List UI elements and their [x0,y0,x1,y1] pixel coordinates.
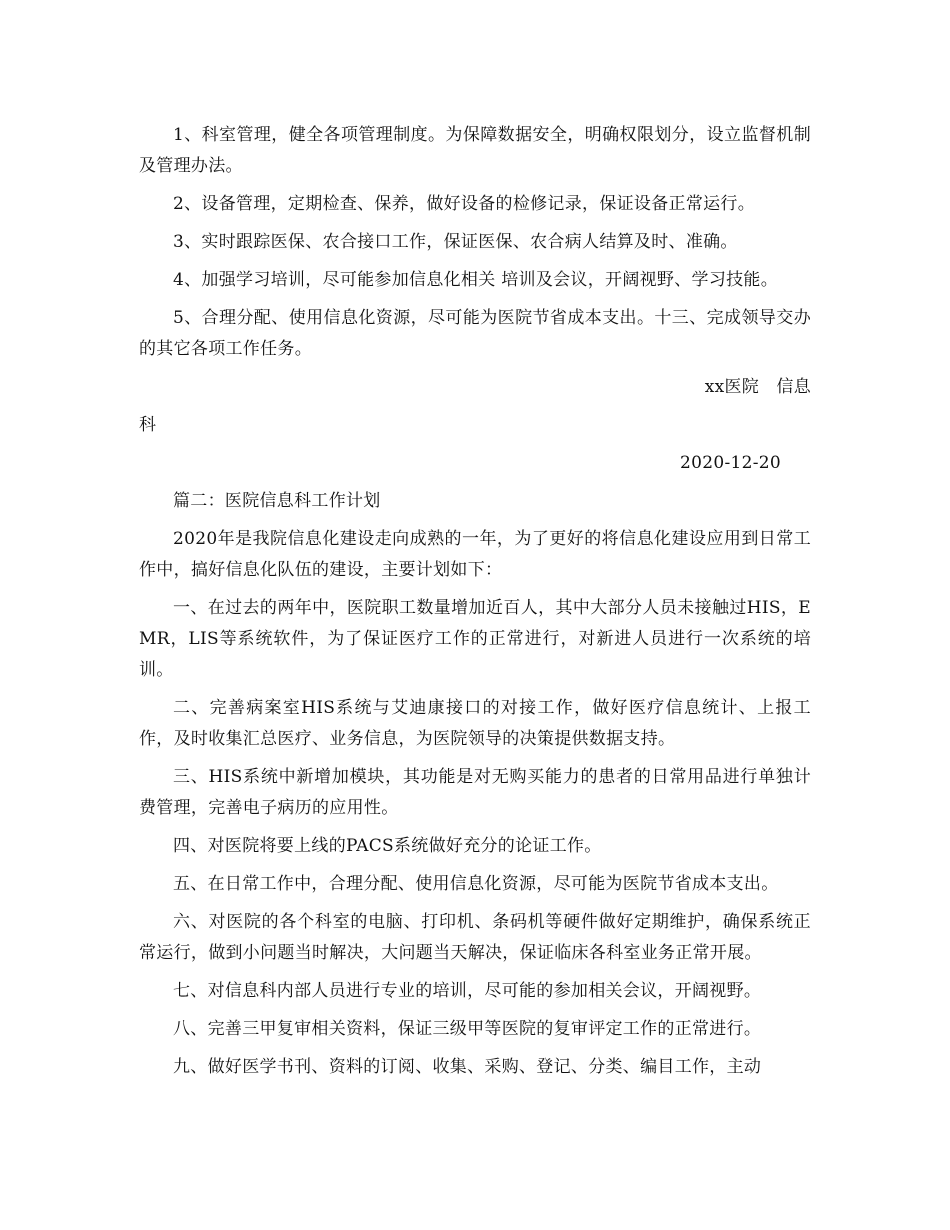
signature-org-cont: 科 [139,415,157,435]
paragraph-item-5: 5、合理分配、使用信息化资源，尽可能为医院节省成本支出。十三、完成领导交办的其它各项工作任务。 [139,308,811,359]
paragraph-item-4: 4、加强学习培训，尽可能参加信息化相关 培训及会议，开阔视野、学习技能。 [173,270,779,290]
signature-org: xx医院 信息 [704,377,811,397]
body-paragraph-2: 二、完善病案室HIS系统与艾迪康接口的对接工作，做好医疗信息统计、上报工作，及时收集汇总医疗、业务信息，为医院领导的决策提供数据支持。 [139,698,811,749]
paragraph-item-3: 3、实时跟踪医保、农合接口工作，保证医保、农合病人结算及时、准确。 [173,232,738,252]
signature-date: 2020-12-20 [679,453,781,473]
body-paragraph-4: 四、对医院将要上线的PACS系统做好充分的论证工作。 [173,836,602,856]
body-paragraph-3: 三、HIS系统中新增加模块，其功能是对无购买能力的患者的日常用品进行单独计费管理，完善电子病历的应用性。 [139,767,811,818]
paragraph-item-2: 2、设备管理，定期检查、保养，做好设备的检修记录，保证设备正常运行。 [173,194,756,214]
body-paragraph-9: 九、做好医学书刊、资料的订阅、收集、采购、登记、分类、编目工作，主动 [173,1057,762,1077]
body-paragraph-8: 八、完善三甲复审相关资料，保证三级甲等医院的复审评定工作的正常进行。 [173,1019,762,1039]
paragraph-item-1: 1、科室管理，健全各项管理制度。为保障数据安全，明确权限划分，设立监督机制及管理办法。 [139,125,811,176]
body-paragraph-6: 六、对医院的各个科室的电脑、打印机、条码机等硬件做好定期维护，确保系统正常运行，做到小问题当时解决，大问题当天解决，保证临床各科室业务正常开展。 [139,912,811,963]
body-paragraph-intro: 2020年是我院信息化建设走向成熟的一年，为了更好的将信息化建设应用到日常工作中，搞好信息化队伍的建设，主要计划如下： [139,529,811,580]
body-paragraph-7: 七、对信息科内部人员进行专业的培训，尽可能的参加相关会议，开阔视野。 [173,981,762,1001]
document-body [139,116,811,1086]
section-title: 篇二：医院信息科工作计划 [173,491,381,511]
body-paragraph-1: 一、在过去的两年中，医院职工数量增加近百人，其中大部分人员未接触过HIS，EMR，LIS等系统软件，为了保证医疗工作的正常进行，对新进人员进行一次系统的培训。 [139,598,811,680]
body-paragraph-5: 五、在日常工作中，合理分配、使用信息化资源，尽可能为医院节省成本支出。 [173,874,779,894]
